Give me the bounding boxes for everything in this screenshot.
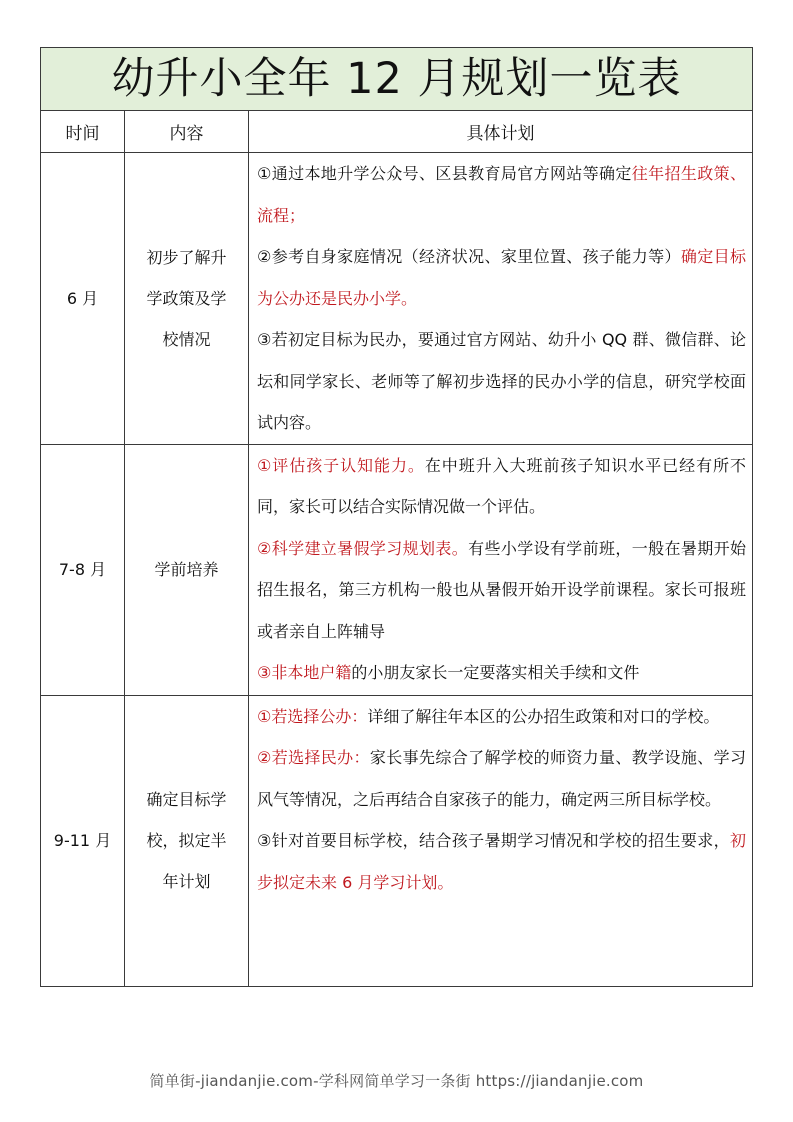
plan-highlight: 初步拟定未来 6 月学习计划。	[257, 831, 746, 892]
table-row	[41, 444, 753, 695]
header-time: 时间	[41, 111, 125, 153]
plan-highlight: ②科学建立暑假学习规划表。	[257, 538, 469, 558]
plan-cell	[249, 444, 753, 695]
plan-item	[257, 319, 746, 444]
plan-highlight: 确定目标为公办还是民办小学。	[257, 247, 746, 308]
header-plan: 具体计划	[249, 111, 753, 153]
plan-item	[257, 153, 746, 236]
plan-text: 的小朋友家长一定要落实相关手续和文件	[351, 663, 640, 682]
content-cell: 学前培养	[125, 444, 249, 695]
plan-text: 详细了解往年本区的公办招生政策和对口的学校。	[367, 706, 720, 726]
plan-highlight: ①评估孩子认知能力。	[257, 455, 425, 475]
plan-text: 有些小学设有学前班，一般在暑期开始招生报名，第三方机构一般也从暑假开始开设学前课程。家长可报班或者亲自上阵辅导	[257, 538, 746, 641]
plan-item	[257, 820, 746, 903]
time-cell: 9-11 月	[41, 695, 125, 986]
plan-text: 在中班升入大班前孩子知识水平已经有所不同，家长可以结合实际情况做一个评估。	[257, 455, 746, 516]
page-title: 幼升小全年 12 月规划一览表	[41, 48, 753, 111]
plan-highlight: 往年招生政策、流程；	[257, 164, 746, 225]
plan-highlight: ①若选择公办：	[257, 706, 368, 726]
plan-text: ①通过本地升学公众号、区县教育局官方网站等确定	[257, 164, 632, 183]
plan-item	[257, 696, 746, 738]
table-row	[41, 153, 753, 445]
plan-highlight: ③非本地户籍	[257, 663, 352, 682]
header-row	[41, 111, 753, 153]
content-cell: 确定目标学校，拟定半年计划	[125, 695, 249, 986]
plan-item	[257, 528, 746, 653]
plan-item	[257, 236, 746, 319]
plan-item	[257, 652, 746, 694]
header-content: 内容	[125, 111, 249, 153]
content-cell: 初步了解升学政策及学校情况	[125, 153, 249, 445]
title-row	[41, 48, 753, 111]
plan-text: ③若初定目标为民办，要通过官方网站、幼升小 QQ 群、微信群、论坛和同学家长、老师等了解初步选择的民办小学的信息，研究学校面试内容。	[257, 330, 746, 432]
plan-text: ②参考自身家庭情况（经济状况、家里位置、孩子能力等）	[257, 247, 681, 266]
plan-cell	[249, 695, 753, 986]
table-row	[41, 695, 753, 986]
time-cell: 6 月	[41, 153, 125, 445]
plan-item	[257, 737, 746, 820]
plan-cell	[249, 153, 753, 445]
plan-text: ③针对首要目标学校，结合孩子暑期学习情况和学校的招生要求，	[257, 831, 730, 850]
time-cell: 7-8 月	[41, 444, 125, 695]
plan-text: 家长事先综合了解学校的师资力量、教学设施、学习风气等情况，之后再结合自家孩子的能力，确定两三所目标学校。	[257, 748, 746, 809]
plan-table	[40, 47, 753, 987]
footer-watermark: 简单街-jiandanjie.com-学科网简单学习一条街 https://jiandanjie.com	[149, 1072, 644, 1090]
plan-highlight: ②若选择民办：	[257, 748, 370, 767]
plan-item	[257, 445, 746, 528]
